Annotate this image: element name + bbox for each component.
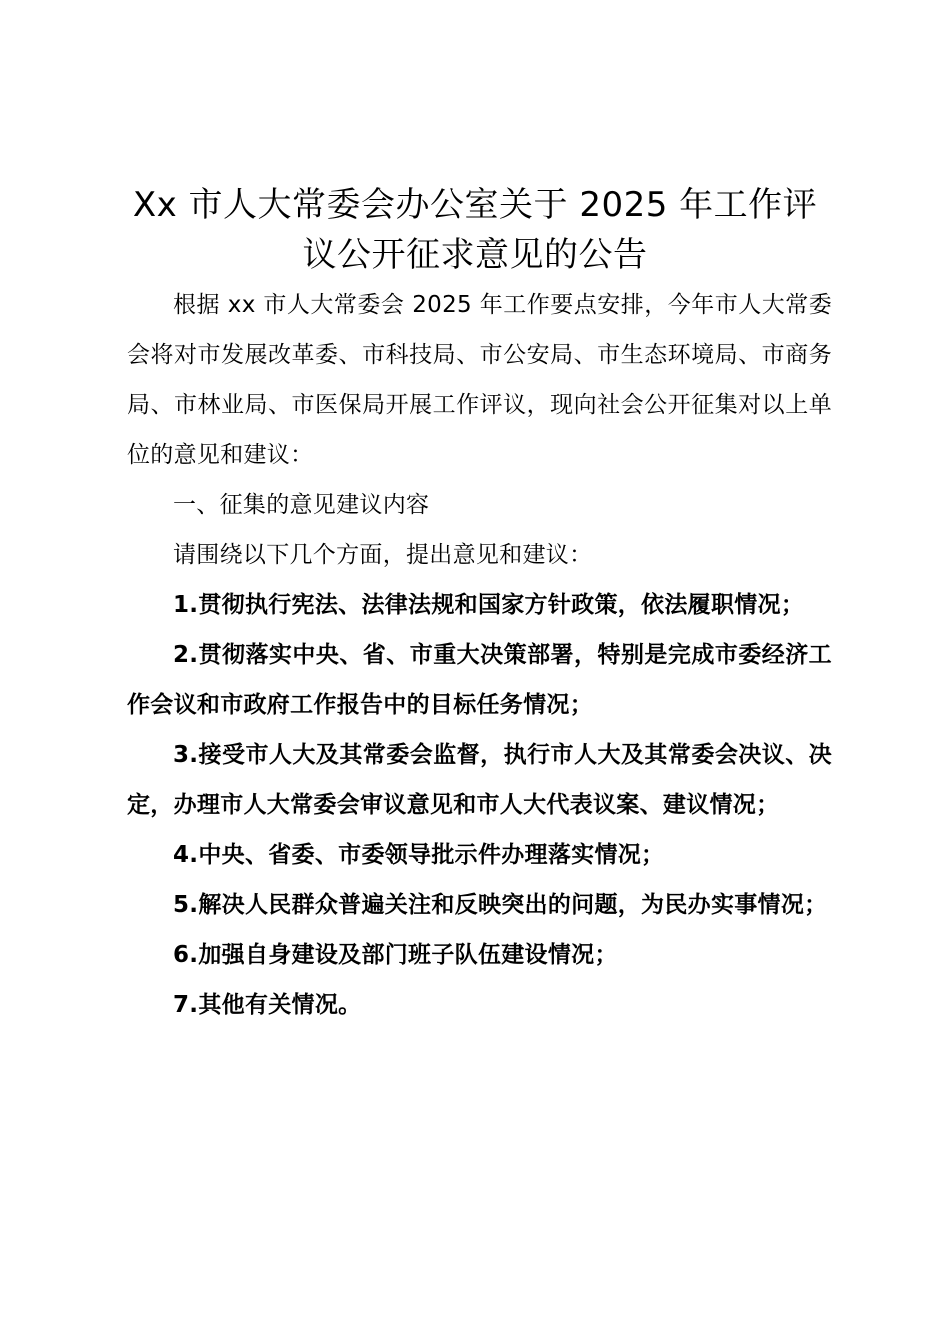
list-item: 1.贯彻执行宪法、法律法规和国家方针政策，依法履职情况； [173,592,805,618]
list-item: 3.接受市人大及其常委会监督，执行市人大及其常委会决议、决定，办理市人大常委会审议意见和市人大代表议案、建议情况； [127,742,832,818]
list-item: 6.加强自身建设及部门班子队伍建设情况； [173,942,618,968]
list-item: 4.中央、省委、市委领导批示件办理落实情况； [173,842,665,868]
list-item: 7.其他有关情况。 [173,992,362,1018]
list-item: 5.解决人民群众普遍关注和反映突出的问题，为民办实事情况； [173,892,828,918]
intro-paragraph: 根据 xx 市人大常委会 2025 年工作要点安排，今年市人大常委会将对市发展改革委、市科技局、市公安局、市生态环境局、市商务局、市林业局、市医保局开展工作评议，现向社会公开征集对以上单位的意见和建议： [127,292,832,468]
section-lead: 请围绕以下几个方面，提出意见和建议： [173,542,593,568]
document-body [127,280,832,1030]
section-heading: 一、征集的意见建议内容 [173,492,430,518]
list-item: 2.贯彻落实中央、省、市重大决策部署，特别是完成市委经济工作会议和市政府工作报告中的目标任务情况； [127,642,832,718]
document-title: Xx 市人大常委会办公室关于 2025 年工作评议公开征求意见的公告 [132,185,818,275]
